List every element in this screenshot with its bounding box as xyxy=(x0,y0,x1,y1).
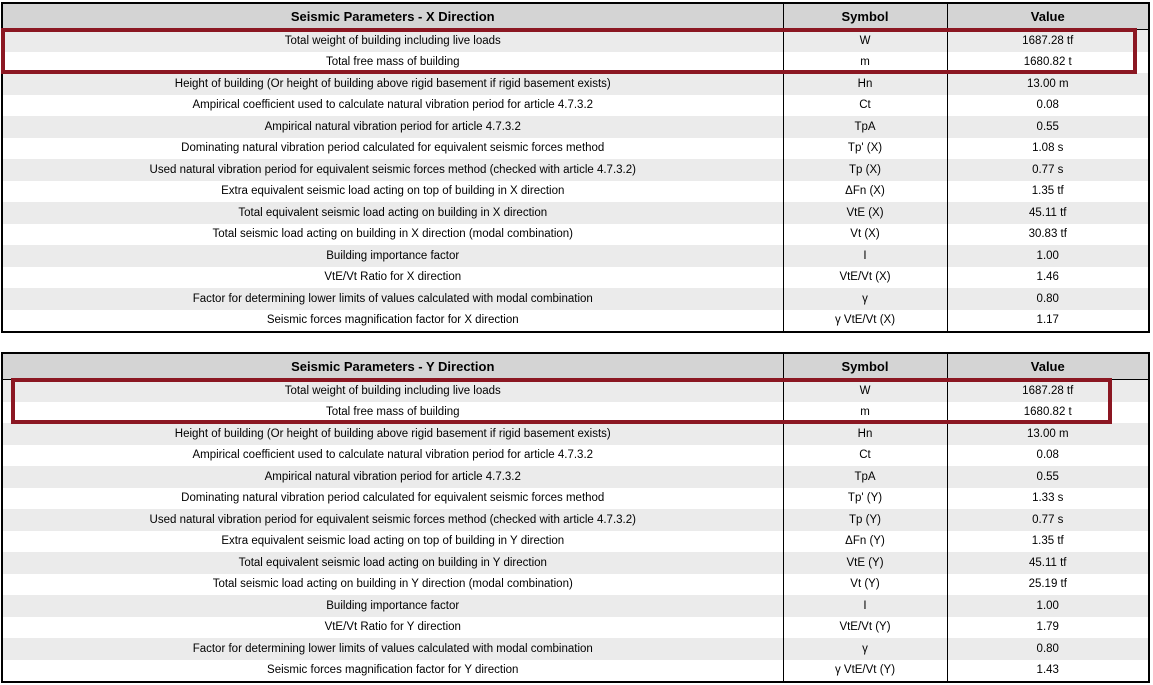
table-row xyxy=(2,402,1149,424)
table-row xyxy=(2,445,1149,467)
cell-symbol: VtE/Vt (X) xyxy=(783,267,947,289)
cell-description: Seismic forces magnification factor for Y direction xyxy=(2,660,783,683)
cell-value: 1.35 tf xyxy=(947,181,1149,203)
cell-symbol: TpA xyxy=(783,466,947,488)
table-row xyxy=(2,245,1149,267)
cell-symbol: Tp' (Y) xyxy=(783,488,947,510)
cell-description: Factor for determining lower limits of values calculated with modal combination xyxy=(2,638,783,660)
cell-description: Height of building (Or height of building above rigid basement if rigid basement exists) xyxy=(2,423,783,445)
cell-value: 0.08 xyxy=(947,95,1149,117)
table-row xyxy=(2,159,1149,181)
cell-value: 1680.82 t xyxy=(947,52,1149,74)
cell-symbol: Hn xyxy=(783,423,947,445)
table-row xyxy=(2,552,1149,574)
cell-description: Seismic forces magnification factor for X direction xyxy=(2,310,783,333)
table-row xyxy=(2,310,1149,333)
cell-symbol: I xyxy=(783,245,947,267)
cell-value: 1.46 xyxy=(947,267,1149,289)
value-column-header: Value xyxy=(947,353,1149,380)
cell-value: 0.55 xyxy=(947,466,1149,488)
table-row xyxy=(2,574,1149,596)
table-header-row xyxy=(2,353,1149,380)
cell-symbol: W xyxy=(783,30,947,52)
table-row xyxy=(2,202,1149,224)
cell-value: 1.33 s xyxy=(947,488,1149,510)
cell-description: VtE/Vt Ratio for Y direction xyxy=(2,617,783,639)
table-body-x xyxy=(2,30,1149,333)
cell-description: Total free mass of building xyxy=(2,52,783,74)
cell-value: 1.00 xyxy=(947,245,1149,267)
table-row xyxy=(2,617,1149,639)
cell-value: 0.08 xyxy=(947,445,1149,467)
cell-description: Height of building (Or height of building above rigid basement if rigid basement exists) xyxy=(2,73,783,95)
cell-symbol: Hn xyxy=(783,73,947,95)
table-row xyxy=(2,138,1149,160)
table-header-row xyxy=(2,3,1149,30)
table-row xyxy=(2,638,1149,660)
cell-description: Total seismic load acting on building in X direction (modal combination) xyxy=(2,224,783,246)
cell-value: 1.35 tf xyxy=(947,531,1149,553)
symbol-column-header: Symbol xyxy=(783,353,947,380)
cell-description: Extra equivalent seismic load acting on top of building in Y direction xyxy=(2,531,783,553)
cell-description: Factor for determining lower limits of values calculated with modal combination xyxy=(2,288,783,310)
cell-symbol: m xyxy=(783,402,947,424)
cell-description: Total equivalent seismic load acting on building in Y direction xyxy=(2,552,783,574)
cell-value: 0.77 s xyxy=(947,509,1149,531)
table-row xyxy=(2,509,1149,531)
cell-value: 1680.82 t xyxy=(947,402,1149,424)
table-body-y xyxy=(2,380,1149,683)
cell-symbol: W xyxy=(783,380,947,402)
cell-description: Total seismic load acting on building in Y direction (modal combination) xyxy=(2,574,783,596)
cell-description: Ampirical natural vibration period for article 4.7.3.2 xyxy=(2,116,783,138)
table-row xyxy=(2,488,1149,510)
cell-description: Used natural vibration period for equivalent seismic forces method (checked with article 4.7.3.2) xyxy=(2,509,783,531)
seismic-parameters-table-y xyxy=(1,352,1150,683)
cell-symbol: Vt (Y) xyxy=(783,574,947,596)
cell-value: 1.00 xyxy=(947,595,1149,617)
seismic-parameters-table-x xyxy=(1,2,1150,333)
cell-description: Extra equivalent seismic load acting on top of building in X direction xyxy=(2,181,783,203)
cell-symbol: γ VtE/Vt (X) xyxy=(783,310,947,333)
cell-value: 1.17 xyxy=(947,310,1149,333)
cell-value: 0.80 xyxy=(947,638,1149,660)
cell-value: 13.00 m xyxy=(947,423,1149,445)
table-row xyxy=(2,73,1149,95)
cell-symbol: m xyxy=(783,52,947,74)
table-row xyxy=(2,288,1149,310)
cell-value: 1.43 xyxy=(947,660,1149,683)
cell-symbol: I xyxy=(783,595,947,617)
cell-symbol: TpA xyxy=(783,116,947,138)
table-row xyxy=(2,30,1149,52)
cell-description: Ampirical coefficient used to calculate natural vibration period for article 4.7.3.2 xyxy=(2,445,783,467)
cell-value: 1.08 s xyxy=(947,138,1149,160)
cell-description: Total weight of building including live loads xyxy=(2,30,783,52)
cell-symbol: VtE/Vt (Y) xyxy=(783,617,947,639)
cell-symbol: Ct xyxy=(783,95,947,117)
table-row xyxy=(2,267,1149,289)
cell-description: VtE/Vt Ratio for X direction xyxy=(2,267,783,289)
table-row xyxy=(2,531,1149,553)
symbol-column-header: Symbol xyxy=(783,3,947,30)
cell-description: Dominating natural vibration period calculated for equivalent seismic forces method xyxy=(2,488,783,510)
cell-symbol: ΔFn (Y) xyxy=(783,531,947,553)
cell-value: 13.00 m xyxy=(947,73,1149,95)
cell-description: Building importance factor xyxy=(2,245,783,267)
cell-symbol: Tp' (X) xyxy=(783,138,947,160)
table-row xyxy=(2,224,1149,246)
cell-description: Total free mass of building xyxy=(2,402,783,424)
cell-symbol: VtE (Y) xyxy=(783,552,947,574)
table-row xyxy=(2,466,1149,488)
cell-value: 25.19 tf xyxy=(947,574,1149,596)
cell-description: Building importance factor xyxy=(2,595,783,617)
table-title-y: Seismic Parameters - Y Direction xyxy=(2,353,783,380)
cell-description: Ampirical coefficient used to calculate natural vibration period for article 4.7.3.2 xyxy=(2,95,783,117)
cell-value: 0.77 s xyxy=(947,159,1149,181)
cell-symbol: Tp (X) xyxy=(783,159,947,181)
table-row xyxy=(2,95,1149,117)
cell-description: Total equivalent seismic load acting on building in X direction xyxy=(2,202,783,224)
cell-description: Dominating natural vibration period calculated for equivalent seismic forces method xyxy=(2,138,783,160)
cell-value: 1.79 xyxy=(947,617,1149,639)
table-row xyxy=(2,380,1149,402)
table-row xyxy=(2,660,1149,683)
table-row xyxy=(2,595,1149,617)
cell-symbol: γ VtE/Vt (Y) xyxy=(783,660,947,683)
table-row xyxy=(2,116,1149,138)
table-row xyxy=(2,181,1149,203)
cell-value: 1687.28 tf xyxy=(947,380,1149,402)
cell-symbol: γ xyxy=(783,638,947,660)
cell-symbol: γ xyxy=(783,288,947,310)
table-row xyxy=(2,52,1149,74)
cell-value: 30.83 tf xyxy=(947,224,1149,246)
cell-value: 0.55 xyxy=(947,116,1149,138)
cell-value: 45.11 tf xyxy=(947,202,1149,224)
cell-value: 0.80 xyxy=(947,288,1149,310)
cell-symbol: Tp (Y) xyxy=(783,509,947,531)
cell-symbol: ΔFn (X) xyxy=(783,181,947,203)
cell-description: Total weight of building including live loads xyxy=(2,380,783,402)
cell-symbol: VtE (X) xyxy=(783,202,947,224)
value-column-header: Value xyxy=(947,3,1149,30)
cell-symbol: Ct xyxy=(783,445,947,467)
cell-value: 45.11 tf xyxy=(947,552,1149,574)
cell-description: Used natural vibration period for equivalent seismic forces method (checked with article 4.7.3.2) xyxy=(2,159,783,181)
cell-symbol: Vt (X) xyxy=(783,224,947,246)
table-row xyxy=(2,423,1149,445)
cell-description: Ampirical natural vibration period for article 4.7.3.2 xyxy=(2,466,783,488)
table-title-x: Seismic Parameters - X Direction xyxy=(2,3,783,30)
cell-value: 1687.28 tf xyxy=(947,30,1149,52)
